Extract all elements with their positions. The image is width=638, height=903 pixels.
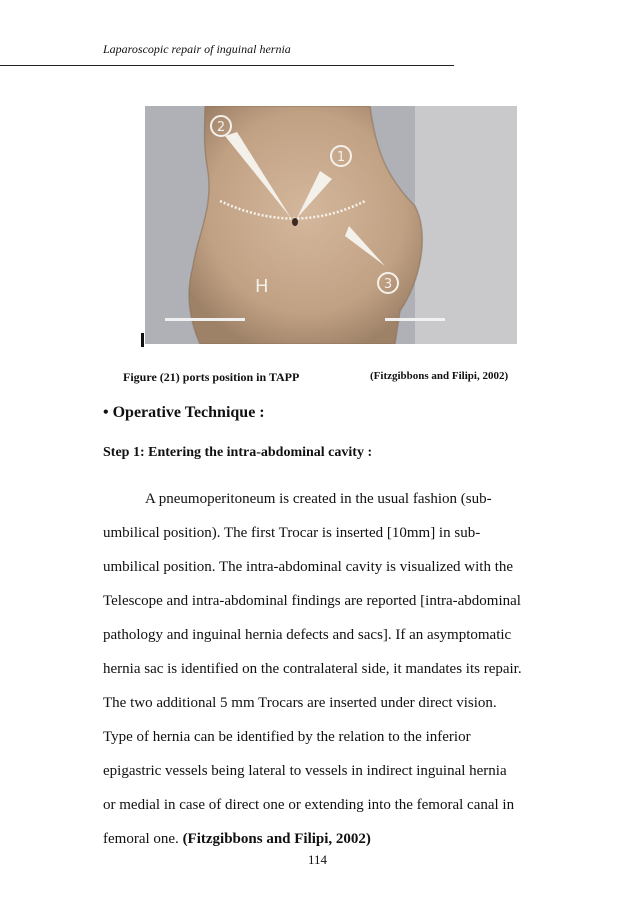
- figure-ports-photo: [145, 106, 517, 344]
- figure-marker: [141, 333, 144, 347]
- body-line: or medial in case of direct one or extending into the femoral canal in: [103, 797, 515, 813]
- body-line: Type of hernia can be identified by the relation to the inferior: [103, 729, 471, 745]
- section-heading: [103, 404, 265, 422]
- region-label: H: [255, 276, 269, 297]
- step-heading: Step 1: Entering the intra-abdominal cavity :: [103, 445, 373, 460]
- body-line: umbilical position). The first Trocar is inserted [10mm] in sub-: [103, 525, 481, 541]
- body-line: pathology and inguinal hernia defects and sacs]. If an asymptomatic: [103, 627, 512, 643]
- section-heading-text: Operative Technique :: [112, 404, 265, 421]
- figure-reference: (Fitzgibbons and Filipi, 2002): [370, 370, 509, 382]
- body-citation: (Fitzgibbons and Filipi, 2002): [182, 831, 371, 847]
- body-line-last: [103, 828, 563, 862]
- body-line: umbilical position. The intra-abdominal cavity is visualized with the: [103, 559, 514, 575]
- bullet: •: [103, 404, 109, 421]
- body-paragraph: [103, 488, 563, 862]
- running-header: Laparoscopic repair of inguinal hernia: [103, 42, 291, 56]
- port-3-label: 3: [383, 277, 393, 292]
- body-line: A pneumoperitoneum is created in the usual fashion (sub-: [145, 491, 492, 507]
- body-line: Telescope and intra-abdominal findings are reported [intra-abdominal: [103, 593, 521, 609]
- body-line-text: femoral one.: [103, 831, 179, 847]
- abdomen-photo: [145, 106, 517, 344]
- figure-caption: Figure (21) ports position in TAPP: [123, 370, 300, 384]
- page-number: 114: [308, 852, 328, 867]
- port-1-label: 1: [336, 150, 346, 165]
- body-line: hernia sac is identified on the contralateral side, it mandates its repair.: [103, 661, 522, 677]
- body-line: The two additional 5 mm Trocars are inserted under direct vision.: [103, 695, 497, 711]
- port-2-label: 2: [216, 120, 226, 135]
- header-rule: [0, 65, 454, 66]
- body-line: epigastric vessels being lateral to vessels in indirect inguinal hernia: [103, 763, 507, 779]
